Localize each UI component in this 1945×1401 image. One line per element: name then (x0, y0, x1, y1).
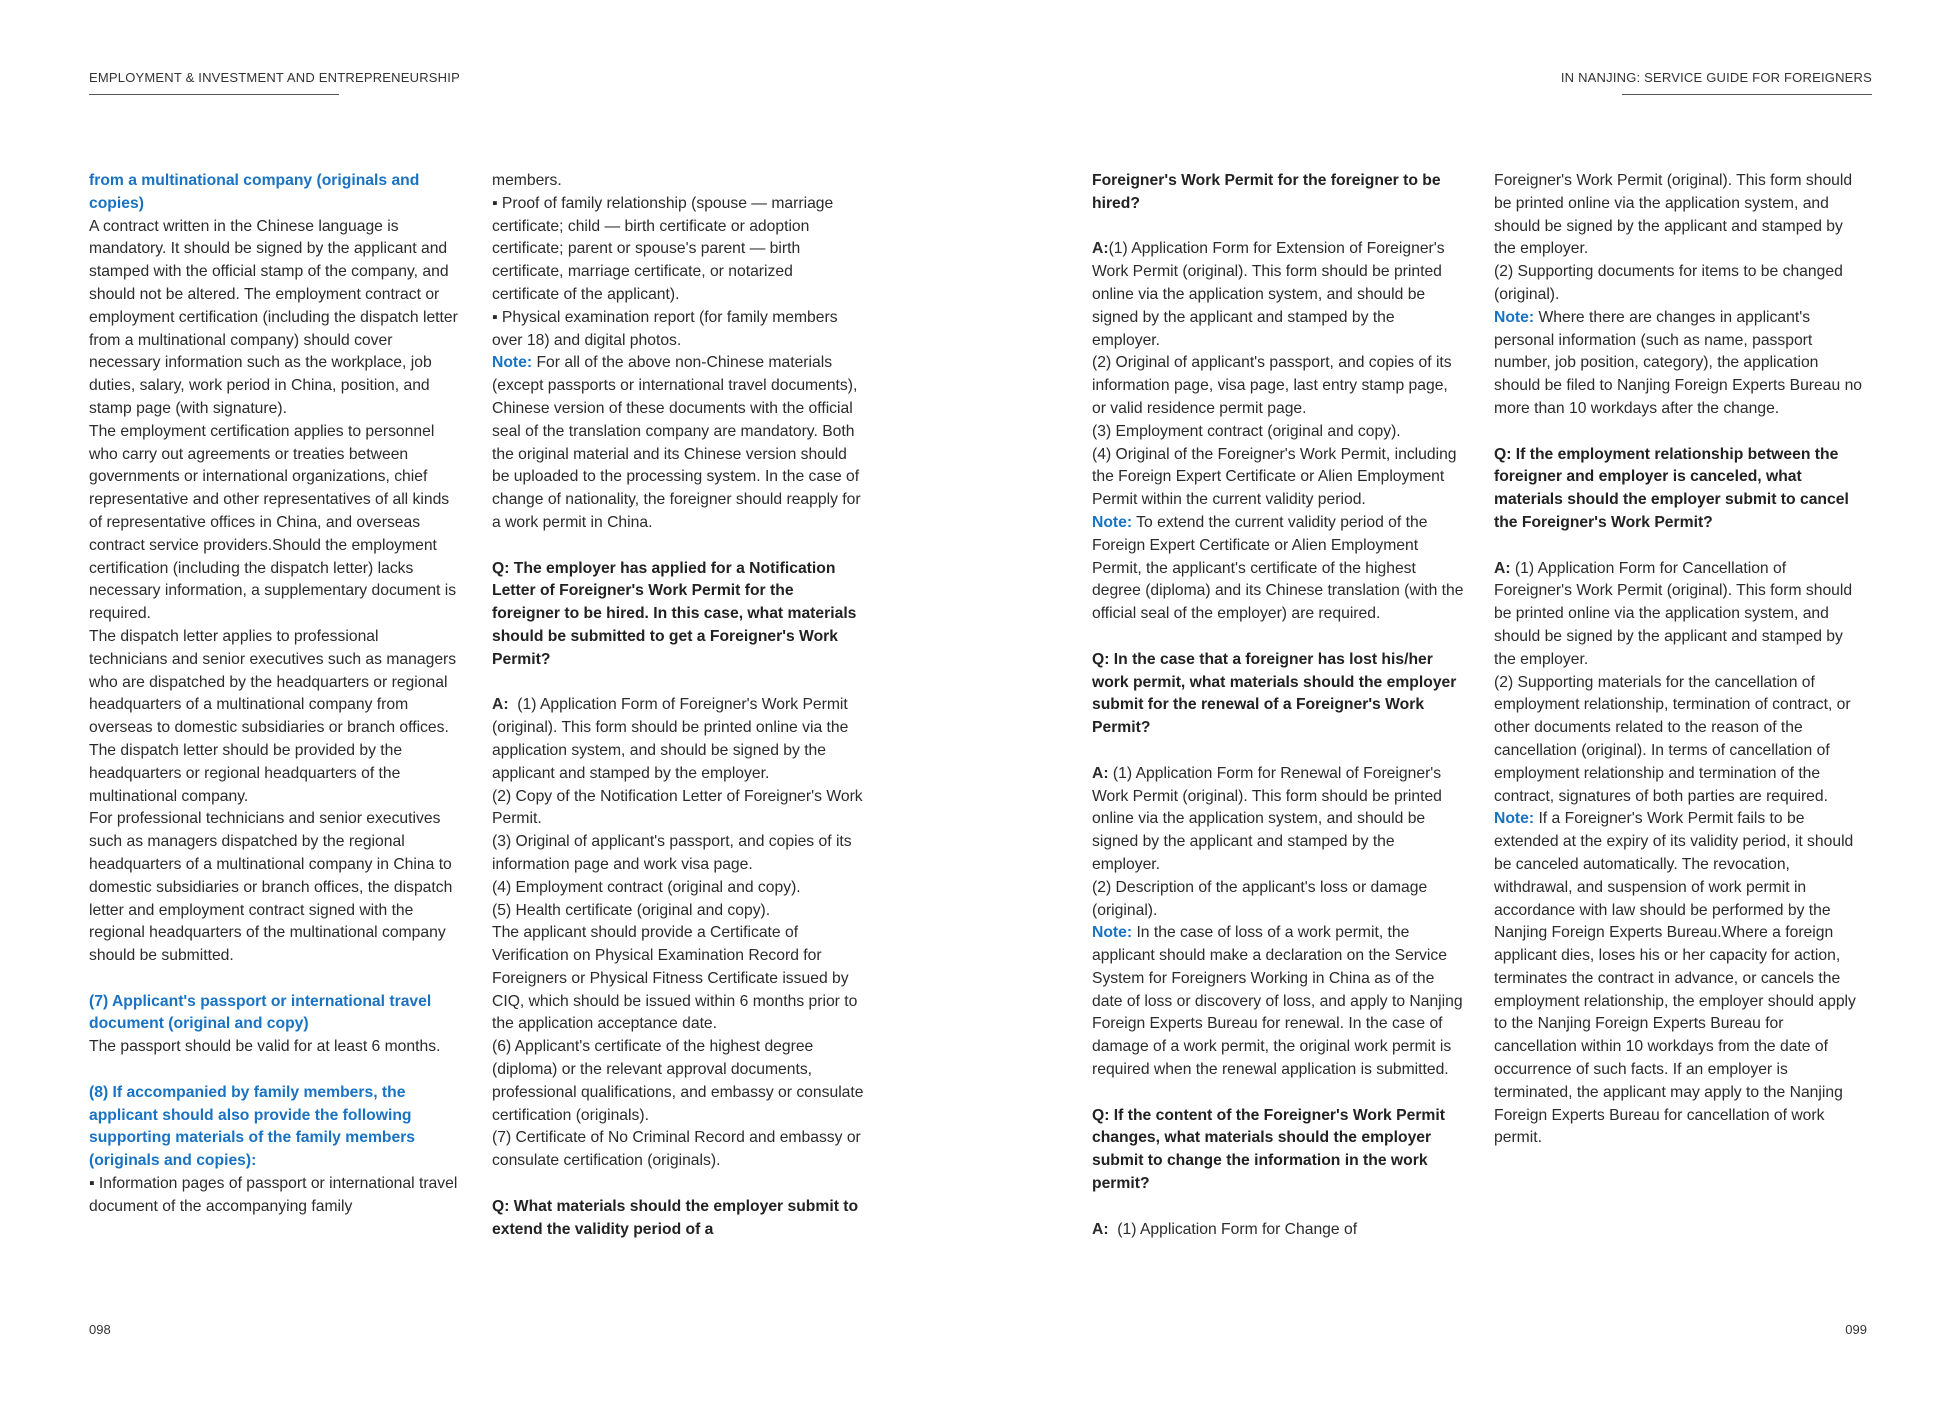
header-left-rule (89, 94, 339, 95)
paragraph: The applicant should provide a Certificate of Verification on Physical Examination Record for Foreigners or Physical Fitness Certificate issued by CIQ, which should be issued within 6 months prior to the application acceptance date. (492, 924, 858, 1033)
column-4 (1494, 170, 1866, 1150)
note-paragraph (1092, 922, 1464, 1082)
paragraph: (3) Employment contract (original and copy). (1092, 422, 1401, 440)
answer-paragraph (1092, 763, 1464, 877)
question: Foreigner's Work Permit for the foreigner to be hired? (1092, 172, 1441, 212)
note-paragraph (492, 352, 864, 534)
paragraph: (2) Copy of the Notification Letter of Foreigner's Work Permit. (492, 787, 863, 828)
paragraph: (3) Original of applicant's passport, and copies of its information page and work visa page. (492, 833, 852, 873)
column-2 (492, 170, 864, 1241)
note-label: Note: (1494, 810, 1535, 828)
question: Q: The employer has applied for a Notification Letter of Foreigner's Work Permit for the foreigner to be hired. In this case, what materials should be submitted to get a Foreigner's Work Permit? (492, 559, 857, 668)
question: Q: If the content of the Foreigner's Work Permit changes, what materials should the employer submit to change the information in the work permit? (1092, 1106, 1445, 1193)
paragraph: members. (492, 172, 562, 189)
paragraph: (5) Health certificate (original and copy). (492, 901, 771, 919)
paragraph: The passport should be valid for at least 6 months. (89, 1038, 441, 1056)
note-paragraph (1092, 512, 1464, 626)
paragraph: For professional technicians and senior executives such as managers dispatched by the regional headquarters of a multinational company in China to domestic subsidiaries or branch offices, the dispatch letter and employment contract signed with the regional headquarters of the multinational company should be submitted. (89, 810, 453, 965)
section-heading: (7) Applicant's passport or international travel document (original and copy) (89, 992, 432, 1033)
paragraph: (7) Certificate of No Criminal Record and embassy or consulate certification (originals). (492, 1129, 861, 1170)
answer-paragraph (1092, 238, 1464, 352)
section-heading: from a multinational company (originals and copies) (89, 172, 420, 212)
note-label: Note: (1494, 308, 1535, 326)
section-heading: (8) If accompanied by family members, the applicant should also provide the following supporting materials of the family members (originals and copies): (89, 1083, 416, 1170)
note-text: To extend the current validity period of the Foreign Expert Certificate or Alien Employment Permit, the applicant's certificate of the highest degree (diploma) and its Chinese translation (with the official seal of the employer) are required. (1092, 513, 1464, 623)
question: Q: If the employment relationship between the foreigner and employer is canceled, what materials should the employer submit to cancel the Foreigner's Work Permit? (1494, 445, 1849, 531)
header-left-text: EMPLOYMENT & INVESTMENT AND ENTREPRENEURSHIP (89, 70, 460, 85)
paragraph: (4) Original of the Foreigner's Work Permit, including the Foreign Expert Certificate or Alien Employment Permit within the current validity period. (1092, 445, 1457, 509)
paragraph: (2) Original of applicant's passport, and copies of its information page, visa page, last entry stamp page, or valid residence permit page. (1092, 354, 1452, 417)
paragraph: ▪ Proof of family relationship (spouse — marriage certificate; child — birth certificate or adoption certificate; parent or spouse's parent — birth certificate, marriage certificate, or notarized certificate of the applicant). (492, 194, 834, 303)
note-text: For all of the above non-Chinese materials (except passports or international travel documents), Chinese version of these documents with the official seal of the translation company are mandatory. Both the original material and its Chinese version should be uploaded to the processing system. In the case of change of nationality, the foreigner should reapply for a work permit in China. (492, 354, 861, 531)
paragraph: The dispatch letter applies to professional technicians and senior executives such as managers who are dispatched by the headquarters or regional headquarters of a multinational company from overseas to domestic subsidiaries or branch offices. The dispatch letter should be provided by the headquarters or regional headquarters of the multinational company. (89, 627, 457, 805)
note-text: In the case of loss of a work permit, the applicant should make a declaration on the Service System for Foreigners Working in China as of the date of loss or discovery of loss, and apply to Nanjing Foreign Experts Bureau for renewal. In the case of damage of a work permit, the original work permit is required when the renewal application is submitted. (1092, 924, 1463, 1079)
header-right-text: IN NANJING: SERVICE GUIDE FOR FOREIGNERS (1560, 70, 1872, 85)
paragraph: The employment certification applies to personnel who carry out agreements or treaties between governments or international organizations, chief representative and other representatives of all kinds of representative offices in China, and overseas contract service providers.Should the employment certification (including the dispatch letter) lacks necessary information, a supplementary document is required. (89, 422, 457, 623)
note-paragraph (1494, 307, 1866, 421)
question: Q: In the case that a foreigner has lost his/her work permit, what materials should the employer submit for the renewal of a Foreigner's Work Permit? (1092, 650, 1457, 737)
note-label: Note: (1092, 924, 1133, 942)
answer-label: A: (1092, 1220, 1109, 1238)
answer-text: (1) Application Form of Foreigner's Work Permit (original). This form should be printed online via the application system, and should be signed by the applicant and stamped by the employer. (492, 696, 853, 782)
answer-label: A: (1092, 240, 1109, 258)
paragraph: (2) Description of the applicant's loss or damage (original). (1092, 878, 1428, 919)
paragraph: (4) Employment contract (original and copy). (492, 878, 801, 896)
column-1 (89, 170, 461, 1219)
running-header-right (1561, 70, 1872, 85)
answer-text: (1) Application Form for Change of (1108, 1220, 1358, 1238)
note-paragraph (1494, 808, 1866, 1150)
note-text: If a Foreigner's Work Permit fails to be extended at the expiry of its validity period, it should be canceled automatically. The revocation, withdrawal, and suspension of work permit in accordance with law should be performed by the Nanjing Foreign Experts Bureau.Where a foreign applicant dies, loses his or her capacity for action, terminates the contract in advance, or cancels the employment relationship, the employer should apply to the Nanjing Foreign Experts Bureau for cancellation within 10 workdays from the date of occurrence of such facts. If an employer is terminated, the applicant may apply to the Nanjing Foreign Experts Bureau for cancellation of work permit. (1494, 810, 1856, 1147)
note-label: Note: (492, 354, 533, 372)
column-3 (1092, 170, 1464, 1241)
paragraph: ▪ Information pages of passport or international travel document of the accompanying family (89, 1175, 458, 1215)
answer-text: (1) Application Form for Extension of Foreigner's Work Permit (original). This form should be printed online via the application system, and should be signed by the applicant and stamped by the employer. (1092, 240, 1445, 349)
answer-paragraph (1092, 1219, 1464, 1242)
paragraph: (6) Applicant's certificate of the highest degree (diploma) or the relevant approval documents, professional qualifications, and embassy or consulate certification (originals). (492, 1038, 864, 1124)
page-number-left: 098 (89, 1322, 111, 1337)
page-number-right: 099 (1845, 1322, 1867, 1337)
answer-paragraph (1494, 558, 1866, 672)
answer-label: A: (1092, 764, 1109, 782)
paragraph: (2) Supporting materials for the cancellation of employment relationship, termination of contract, or other documents related to the reason of the cancellation (original). In terms of cancellation of employment relationship and termination of the contract, signatures of both parties are required. (1494, 673, 1851, 805)
paragraph: (2) Supporting documents for items to be changed (original). (1494, 263, 1843, 303)
paragraph: Foreigner's Work Permit (original). This form should be printed online via the application system, and should be signed by the applicant and stamped by the employer. (1494, 172, 1853, 258)
note-text: Where there are changes in applicant's personal information (such as name, passport number, job position, category), the application should be filed to Nanjing Foreign Experts Bureau no more than 10 workdays after the change. (1494, 308, 1863, 417)
note-label: Note: (1092, 513, 1133, 531)
paragraph: ▪ Physical examination report (for family members over 18) and digital photos. (492, 308, 838, 349)
answer-label: A: (492, 696, 509, 714)
answer-text: (1) Application Form for Cancellation of Foreigner's Work Permit (original). This form should be printed online via the application system, and should be signed by the applicant and stamped by the employer. (1494, 559, 1853, 668)
running-header-left (89, 70, 460, 85)
header-right-rule (1622, 94, 1872, 95)
question: Q: What materials should the employer submit to extend the validity period of a (492, 1197, 859, 1238)
answer-paragraph (492, 694, 864, 785)
answer-text: (1) Application Form for Renewal of Foreigner's Work Permit (original). This form should be printed online via the application system, and should be signed by the applicant and stamped by the employer. (1092, 764, 1442, 873)
paragraph: A contract written in the Chinese language is mandatory. It should be signed by the applicant and stamped with the official stamp of the company, and should not be altered. The employment contract or employment certification (including the dispatch letter from a multinational company) should cover necessary information such as the workplace, job duties, salary, work period in China, position, and stamp page (with signature). (89, 217, 458, 417)
answer-label: A: (1494, 559, 1511, 577)
